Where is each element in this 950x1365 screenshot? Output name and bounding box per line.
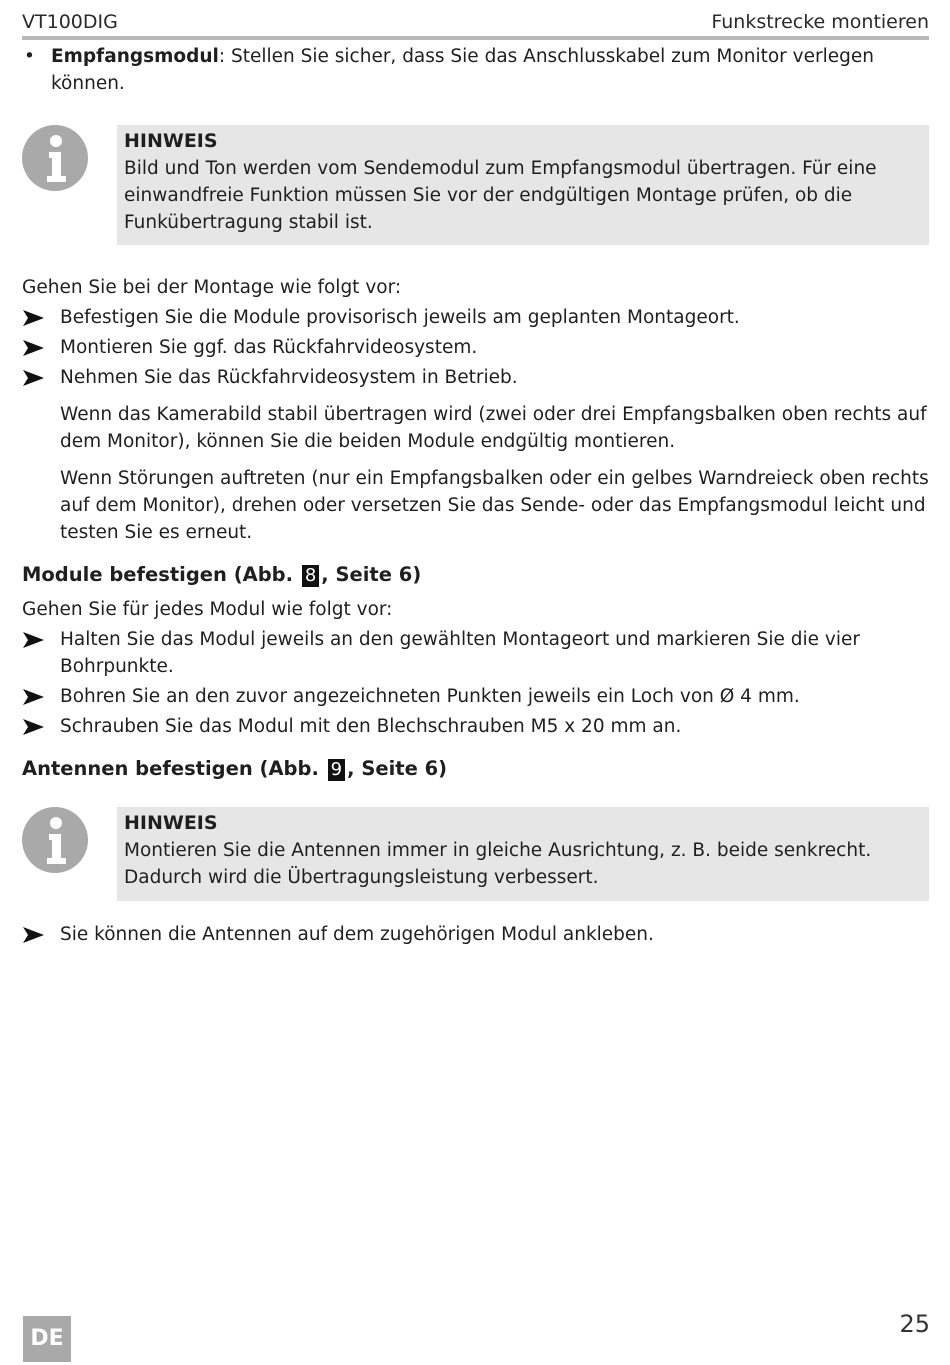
step-text: Sie können die Antennen auf dem zugehörigen Modul ankleben. bbox=[60, 924, 654, 945]
step-item bbox=[22, 364, 929, 391]
step-item bbox=[22, 626, 929, 680]
procedure-intro: Gehen Sie für jedes Modul wie folgt vor: bbox=[22, 599, 393, 620]
procedure-steps bbox=[22, 304, 929, 391]
step-text: Befestigen Sie die Module provisorisch jeweils am geplanten Montageort. bbox=[60, 307, 740, 328]
step-item bbox=[22, 334, 929, 361]
figure-ref: 8 bbox=[302, 565, 319, 587]
heading-text: Antennen befestigen (Abb. bbox=[22, 757, 319, 780]
section-heading bbox=[22, 561, 929, 589]
step-text: Halten Sie das Modul jeweils an den gewählten Montageort und markieren Sie die vier Bohrpunkte. bbox=[60, 629, 860, 677]
note-text: Montieren Sie die Antennen immer in gleiche Ausrichtung, z. B. beide senkrecht. Dadurch wird die Übertragungsleistung verbessert. bbox=[124, 840, 872, 888]
section-heading bbox=[22, 755, 929, 783]
page-header bbox=[22, 8, 929, 40]
info-icon bbox=[22, 125, 88, 191]
bullet-text: : Stellen Sie sicher, dass Sie das Anschlusskabel zum Monitor verlegen können. bbox=[51, 46, 874, 94]
step-item bbox=[22, 713, 929, 740]
step-item bbox=[22, 683, 929, 710]
bullet-item bbox=[22, 43, 929, 97]
result-text: Wenn Störungen auftreten (nur ein Empfangsbalken oder ein gelbes Warndreieck oben rechts auf dem Monitor), drehen oder versetzen Sie das Sende- oder das Empfangsmodul leicht und testen Sie es erneut. bbox=[60, 468, 929, 543]
note-box bbox=[22, 807, 929, 901]
heading-text: , Seite 6) bbox=[347, 757, 448, 780]
result-text: Wenn das Kamerabild stabil übertragen wird (zwei oder drei Empfangsbalken oben rechts auf dem Monitor), können Sie die beiden Module endgültig montieren. bbox=[60, 404, 927, 452]
figure-ref: 9 bbox=[328, 759, 345, 781]
note-title: HINWEIS bbox=[124, 130, 218, 152]
procedure-steps bbox=[22, 921, 929, 948]
note-content bbox=[117, 125, 929, 245]
step-item bbox=[22, 921, 929, 948]
step-text: Montieren Sie ggf. das Rückfahrvideosystem. bbox=[60, 337, 478, 358]
page-number: 25 bbox=[899, 1310, 930, 1338]
note-title: HINWEIS bbox=[124, 812, 218, 834]
bullet-dot: • bbox=[24, 46, 35, 67]
step-text: Nehmen Sie das Rückfahrvideosystem in Betrieb. bbox=[60, 367, 518, 388]
step-text: Bohren Sie an den zuvor angezeichneten Punkten jeweils ein Loch von Ø 4 mm. bbox=[60, 686, 800, 707]
info-icon bbox=[22, 807, 88, 873]
section-title: Funkstrecke montieren bbox=[711, 11, 929, 33]
heading-text: Module befestigen (Abb. bbox=[22, 563, 294, 586]
bullet-term: Empfangsmodul bbox=[51, 46, 219, 67]
step-text: Schrauben Sie das Modul mit den Blechschrauben M5 x 20 mm an. bbox=[60, 716, 682, 737]
procedure-steps bbox=[22, 626, 929, 740]
step-item bbox=[22, 304, 929, 331]
note-content bbox=[117, 807, 929, 901]
page-content bbox=[22, 43, 929, 948]
procedure-intro: Gehen Sie bei der Montage wie folgt vor: bbox=[22, 277, 402, 298]
note-text: Bild und Ton werden vom Sendemodul zum Empfangsmodul übertragen. Für eine einwandfreie Funktion müssen Sie vor der endgültigen Montage prüfen, ob die Funkübertragung stabil ist. bbox=[124, 158, 877, 233]
heading-text: , Seite 6) bbox=[321, 563, 422, 586]
language-badge: DE bbox=[23, 1316, 71, 1362]
product-name: VT100DIG bbox=[22, 11, 118, 33]
note-box bbox=[22, 125, 929, 245]
